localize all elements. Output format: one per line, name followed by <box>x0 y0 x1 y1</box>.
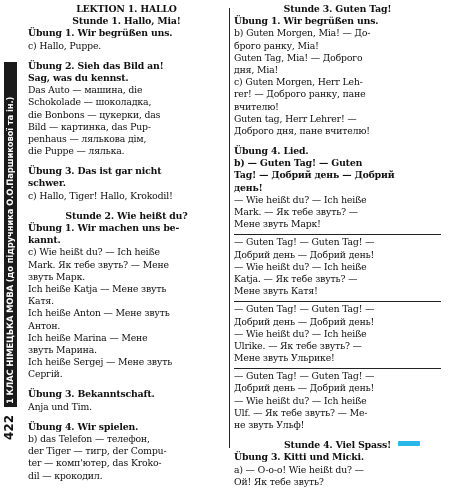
exercise-heading: Übung 2. Sieh das Bild an! <box>28 60 164 72</box>
text-line: звуть Марина. <box>28 344 97 356</box>
section-heading: Stunde 3. Guten Tag! <box>283 4 392 15</box>
sidebar-title <box>4 391 17 404</box>
spacer <box>234 138 441 146</box>
exercise-heading: Übung 3. Das ist gar nicht <box>28 166 162 178</box>
text-line: — Guten Tag! — Guten Tag! — <box>234 237 375 249</box>
text-line: Ulrike. — Як тебе звуть? — <box>234 340 362 352</box>
text-line: Ich heiße Anton — Мене звуть <box>28 308 170 320</box>
spacer <box>28 53 225 61</box>
spacer <box>234 432 441 440</box>
text-line: Добрий день — Добрий день! <box>234 249 375 261</box>
text-line: b) das Telefon — телефон, <box>28 434 150 445</box>
spacer <box>28 414 225 422</box>
column-divider <box>229 8 230 448</box>
text-line: die Puppe — лялька. <box>28 146 125 158</box>
left-column <box>28 4 225 482</box>
blue-marker <box>398 441 420 446</box>
page-number: 422 <box>2 414 16 440</box>
text-line: Guten tag, Herr Lehrer! — <box>234 113 357 125</box>
exercise-heading: Übung 3. Bekanntschaft. <box>28 389 155 401</box>
exercise-heading: Sag, was du kennst. <box>28 72 129 84</box>
section-heading: LEKTION 1. HALLO <box>76 4 177 15</box>
text-line: c) Hallo, Puppe. <box>28 40 102 52</box>
text-line: — Wie heißt du? — Ich heiße <box>234 328 367 340</box>
text-line: Ich heiße Sergej — Мене звуть <box>28 357 173 369</box>
section-heading: Stunde 1. Hallo, Mia! <box>72 16 181 28</box>
text-line: Мене звуть Марк! <box>234 219 321 231</box>
exercise-heading: Übung 1. Wir begrüßen uns. <box>28 28 173 40</box>
text-line: — Wie heißt du? — Ich heiße <box>234 194 367 206</box>
spacer <box>28 203 225 211</box>
text-line: der Tiger — тигр, der Compu- <box>28 446 167 458</box>
text-line: Катя. <box>28 296 54 308</box>
text-line: Mark. Як тебе звуть? — Мене <box>28 259 169 271</box>
right-column <box>234 4 441 488</box>
text-line: dil — крокодил. <box>28 470 103 482</box>
text-line: penhaus — лялькова дім, <box>28 133 147 145</box>
text-line: c) Wie heißt du? — Ich heiße <box>28 247 160 259</box>
text-line: Мене звуть Катя! <box>234 286 318 298</box>
verse-divider <box>234 234 441 235</box>
text-line: брого ранку, Mia! <box>234 40 319 52</box>
text-line: a) — O-o-o! Wie heißt du? — <box>234 464 364 476</box>
exercise-heading: день! <box>234 182 263 194</box>
text-line: Schokolade — шоколадка, <box>28 97 152 109</box>
text-line: c) Hallo, Tiger! Hallo, Krokodil! <box>28 190 173 202</box>
exercise-heading: schwer. <box>28 178 66 190</box>
text-line: — Wie heißt du? — Ich heiße <box>234 395 367 407</box>
exercise-heading: Übung 1. Wir begrüßen uns. <box>234 16 379 28</box>
text-line: Katja. — Як тебе звуть? — <box>234 273 358 285</box>
text-line: Доброго дня, пане вчителю! <box>234 125 370 137</box>
text-line: ter — комп'ютер, das Kroko- <box>28 458 162 470</box>
text-line: b) Guten Morgen, Mia! — До- <box>234 28 371 40</box>
verse-divider <box>234 301 441 302</box>
exercise-heading: b) — Guten Tag! — Guten <box>234 158 363 170</box>
text-line: rer! — Доброго ранку, пане <box>234 89 366 101</box>
text-line: — Wie heißt du? — Ich heiße <box>234 261 367 273</box>
text-line: Guten Tag, Mia! — Доброго <box>234 52 363 64</box>
exercise-heading: kannt. <box>28 235 61 247</box>
text-line: дня, Mia! <box>234 64 279 76</box>
text-line: Ulf. — Як тебе звуть? — Ме- <box>234 407 368 419</box>
text-line: вчителю! <box>234 101 279 113</box>
text-line: — Guten Tag! — Guten Tag! — <box>234 304 375 316</box>
text-line: — Guten Tag! — Guten Tag! — <box>234 371 375 383</box>
exercise-heading: Übung 4. Lied. <box>234 146 309 158</box>
text-line: c) Guten Morgen, Herr Leh- <box>234 77 363 89</box>
text-line: не звуть Ульф! <box>234 420 305 431</box>
exercise-heading: Tag! — Добрий день — Добрий <box>234 170 395 182</box>
exercise-heading: Übung 1. Wir machen uns be- <box>28 223 180 234</box>
exercise-heading: Übung 3. Kitti und Micki. <box>234 452 364 464</box>
text-line: Добрий день — Добрий день! <box>234 316 375 328</box>
exercise-heading: Übung 4. Wir spielen. <box>28 421 139 433</box>
text-line: звуть Марк. <box>28 271 86 283</box>
section-heading: Stunde 4. Viel Spass! <box>283 440 392 452</box>
text-line: Ой! Як тебе звуть? <box>234 476 324 488</box>
verse-divider <box>234 368 441 369</box>
text-line: Anja und Tim. <box>28 401 92 413</box>
text-line: Ich heiße Katja — Мене звуть <box>28 283 167 295</box>
text-line: Das Auto — машина, die <box>28 85 143 97</box>
section-heading: Stunde 2. Wie heißt du? <box>65 210 188 222</box>
text-line: Добрий день — Добрий день! <box>234 383 375 395</box>
text-line: Мене звуть Ульрике! <box>234 353 335 365</box>
text-line: Ich heiße Marina — Мене <box>28 332 148 344</box>
text-line: Сергій. <box>28 369 63 381</box>
text-line: Mark. — Як тебе звуть? — <box>234 207 358 218</box>
text-line: die Bonbons — цукерки, das <box>28 109 161 121</box>
text-line: Bild — картинка, das Pup- <box>28 121 151 133</box>
text-line: Антон. <box>28 320 61 332</box>
